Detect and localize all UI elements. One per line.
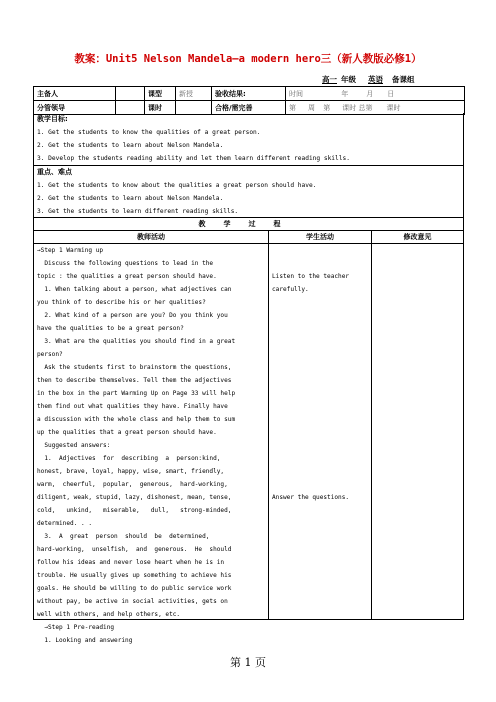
teacher-column bbox=[33, 231, 269, 644]
teacher-text-line: well with others, and help others, etc. bbox=[37, 611, 181, 618]
date-field bbox=[286, 87, 465, 101]
grade-value: 高一 bbox=[322, 75, 337, 84]
teacher-text-line: 3. What are the qualities you should find in a great bbox=[37, 338, 236, 345]
teacher-text-line: topic : the qualities a great person should have. bbox=[37, 273, 217, 280]
student-note-2: Answer the questions. bbox=[272, 494, 350, 501]
teacher-text-line: have the qualities to be a great person? bbox=[37, 325, 184, 332]
key-points-section bbox=[33, 165, 464, 218]
student-note-1-line-2: carefully. bbox=[272, 286, 309, 293]
total-suffix: 课时 bbox=[386, 103, 401, 112]
student-column bbox=[268, 231, 372, 620]
teacher-text-line: them find out what qualities they have. Finally have bbox=[37, 403, 228, 410]
teacher-text-line: diligent, weak, stupid, lazy, dishonest, mean, tense, bbox=[37, 494, 232, 501]
process-columns bbox=[33, 231, 464, 644]
teacher-text-line: cold, unkind, miserable, dull, strong-minded, bbox=[37, 507, 232, 514]
teacher-text-line: in the box in the part Warming Up on Page 33 will help bbox=[37, 390, 236, 397]
objective-item: 3. Develop the students reading ability and let them learn different reading skills. bbox=[37, 155, 350, 162]
leader-label: 分管领导 bbox=[34, 101, 116, 115]
preparer-label: 主备人 bbox=[34, 87, 116, 101]
grade-label: 年级 bbox=[341, 75, 356, 84]
subject-value: 英语 bbox=[368, 75, 383, 84]
check-result-label: 验收结果: bbox=[212, 87, 286, 101]
key-points-title: 重点、难点 bbox=[37, 168, 72, 176]
teacher-text-line: person? bbox=[37, 351, 63, 358]
teacher-text-line: goals. He should be willing to do public service work bbox=[37, 585, 232, 592]
subject-group-label: 备课组 bbox=[392, 75, 415, 84]
week-label: 周 bbox=[308, 103, 315, 112]
objectives-title: 教学目标: bbox=[37, 115, 68, 123]
teacher-text-line: Ask the students first to brainstorm the questions, bbox=[37, 364, 232, 371]
hours-label: 课时 bbox=[145, 101, 176, 115]
preparer-value bbox=[116, 87, 145, 101]
teacher-text-line: 1. Looking and answering bbox=[37, 637, 133, 644]
teacher-text-line: then to describe themselves. Tell them the adjectives bbox=[37, 377, 232, 384]
teacher-text-line: Discuss the following questions to lead in the bbox=[37, 260, 214, 267]
course-type-label: 课型 bbox=[145, 87, 176, 101]
teacher-text-line: 2. What kind of a person are you? Do you think you bbox=[37, 312, 228, 319]
student-note-1-line-1: Listen to the teacher bbox=[272, 273, 350, 280]
teacher-text-line: follow his ideas and never lose heart when he is in bbox=[37, 559, 225, 566]
objective-item: 2. Get the students to learn about Nelson Mandela. bbox=[37, 142, 224, 149]
header-row-1 bbox=[34, 87, 465, 101]
document-title: 教案：Unit5 Nelson Mandela—a modern hero三（新人教版必修1） bbox=[74, 53, 422, 65]
objectives-section bbox=[33, 113, 464, 166]
teacher-text-line: honest, brave, loyal, happy, wise, smart, friendly, bbox=[37, 468, 225, 475]
teacher-text-line: you think of to describe his or her qualities? bbox=[37, 299, 206, 306]
teacher-text-line: 1. Adjectives for describing a person:kind, bbox=[37, 455, 221, 462]
time-label: 时间 bbox=[289, 89, 303, 98]
header-table bbox=[33, 86, 465, 115]
teacher-text-line: determined. . . bbox=[37, 520, 93, 527]
hour-prefix: 第 bbox=[323, 103, 331, 112]
grade-line bbox=[318, 74, 415, 85]
pass-label: 合格/需完善 bbox=[212, 101, 286, 115]
process-title: 教学过程 bbox=[33, 218, 464, 231]
revision-column bbox=[371, 231, 464, 620]
teacher-text-line: a discussion with the whole class and help them to sum bbox=[37, 416, 236, 423]
total-label: 总第 bbox=[358, 103, 373, 112]
teacher-text-line: 3. A great person should be determined, bbox=[37, 533, 210, 540]
teacher-text-line: →Step 1 Warming up bbox=[37, 247, 104, 254]
key-point-item: 2. Get the students to learn about Nelson Mandela. bbox=[37, 195, 224, 202]
key-point-item: 3. Get the students to learn different reading skills. bbox=[37, 208, 239, 215]
year-label: 年 bbox=[341, 89, 349, 98]
teacher-text-line: warm, cheerful, popular, generous, hard-working, bbox=[37, 481, 228, 488]
student-column-header: 学生活动 bbox=[269, 231, 371, 244]
teacher-column-header: 教师活动 bbox=[34, 231, 268, 244]
month-label: 月 bbox=[366, 89, 374, 98]
teacher-text-line: Suggested answers: bbox=[37, 442, 111, 449]
teacher-activity-text bbox=[34, 244, 268, 647]
revision-column-header: 修改意见 bbox=[372, 231, 463, 244]
objective-item: 1. Get the students to know the qualities of a great person. bbox=[37, 129, 261, 136]
teacher-text-line: hard-working, unselfish, and generous. He should bbox=[37, 546, 232, 553]
day-label: 日 bbox=[387, 89, 395, 98]
key-point-item: 1. Get the students to know about the qualities a great person should have. bbox=[37, 182, 317, 189]
course-type-value: 新授 bbox=[176, 87, 212, 101]
teacher-text-line: trouble. He usually gives up something to achieve his bbox=[37, 572, 232, 579]
teacher-text-line: →Step 1 Pre-reading bbox=[37, 624, 115, 631]
teacher-text-line: without pay, be active in social activities, gets on bbox=[37, 598, 228, 605]
teacher-text-line: up the qualities that a great person should have. bbox=[37, 429, 217, 436]
student-note-1 bbox=[269, 270, 371, 296]
hour-label: 课时 bbox=[342, 103, 357, 112]
page-number: 第 1 页 bbox=[230, 656, 266, 669]
week-prefix: 第 bbox=[289, 103, 296, 112]
teacher-text-line: 1. When talking about a person, what adjectives can bbox=[37, 286, 232, 293]
